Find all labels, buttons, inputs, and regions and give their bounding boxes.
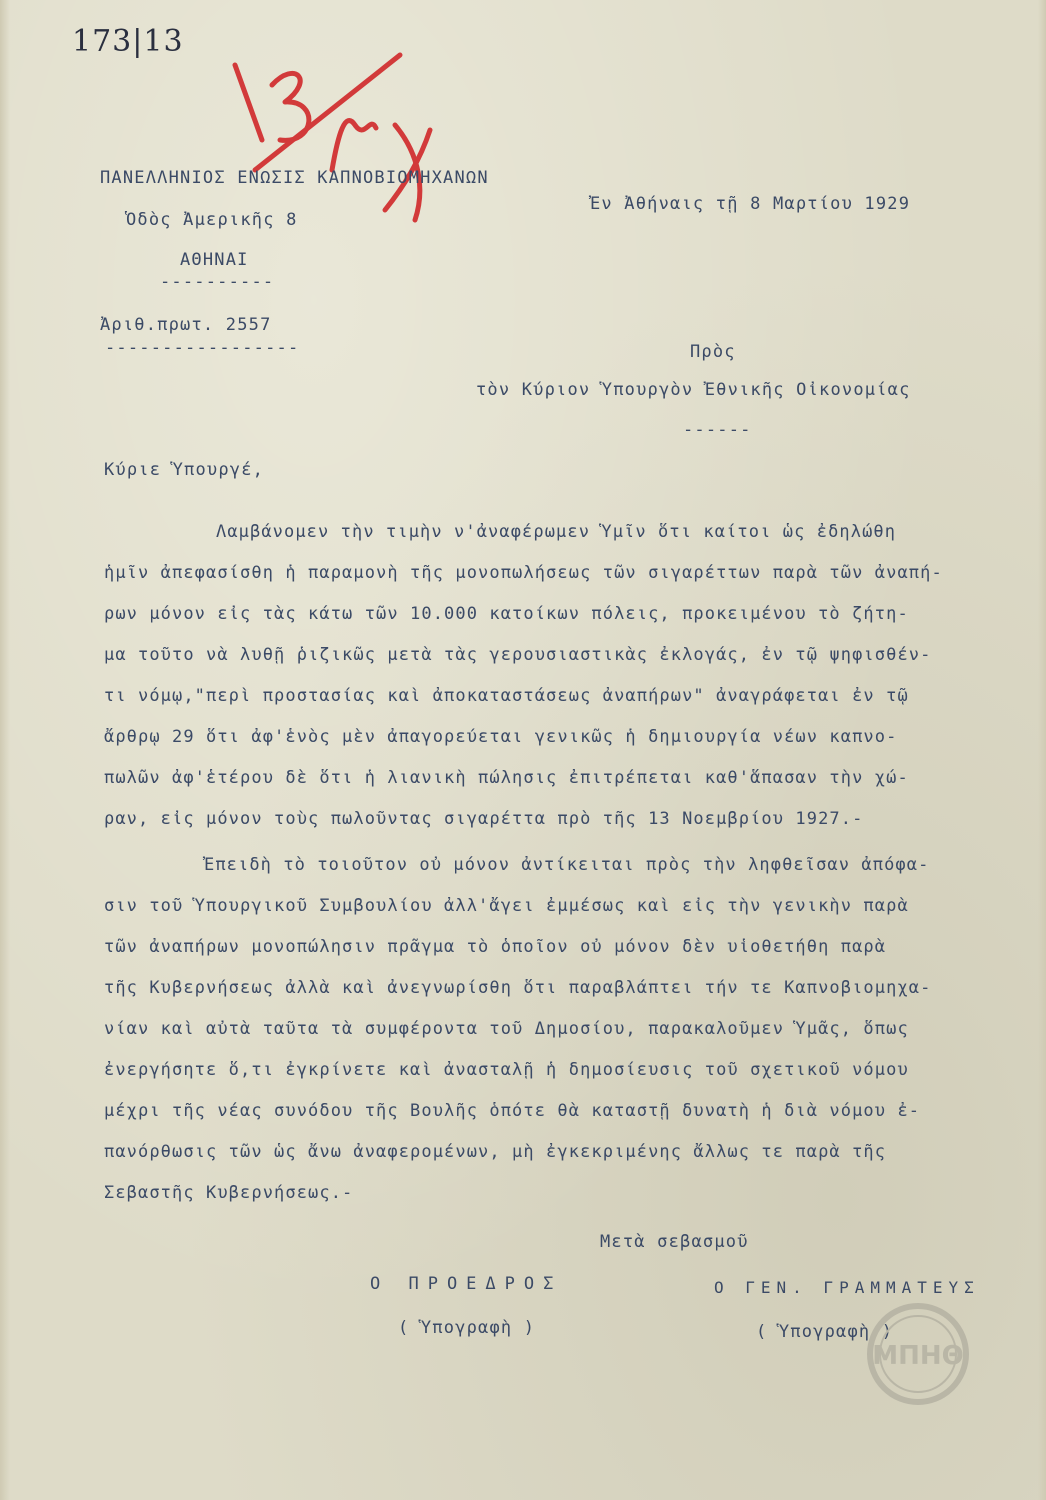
body-line: μα τοῦτο νὰ λυθῇ ῥιζικῶς μετὰ τὰς γερουσιαστικὰς ἐκλογάς, ἐν τῷ ψηφισθέν- [104, 645, 932, 665]
salutation: Κύριε Ὑπουργέ, [104, 460, 265, 480]
paper-edge-left [0, 0, 10, 1500]
archive-stamp-icon [866, 1302, 970, 1406]
letterhead-divider: ---------- [160, 272, 275, 292]
protocol-divider: ----------------- [105, 338, 300, 358]
body-line: Σεβαστῆς Κυβερνήσεως.- [104, 1183, 354, 1203]
folio-number: 173|13 [72, 24, 184, 59]
stamp-text: ΜΠΗΘ [872, 1341, 964, 1371]
body-line: ρων μόνον εἰς τὰς κάτω τῶν 10.000 κατοίκων πόλεις, προκειμένου τὸ ζήτη- [104, 604, 909, 624]
city: ΑΘΗΝΑΙ [180, 250, 249, 270]
body-line: ἐνεργήσητε ὅ,τι ἐγκρίνετε καὶ ἀνασταλῇ ἡ δημοσίευσις τοῦ σχετικοῦ νόμου [104, 1060, 909, 1080]
closing: Μετὰ σεβασμοῦ [600, 1232, 749, 1252]
body-line: ἄρθρῳ 29 ὅτι ἀφ'ἑνὸς μὲν ἀπαγορεύεται γενικῶς ἡ δημιουργία νέων καπνο- [104, 727, 898, 747]
body-line: Ἐπειδὴ τὸ τοιοῦτον οὐ μόνον ἀντίκειται πρὸς τὴν ληφθεῖσαν ἀπόφα- [204, 855, 930, 875]
body-line: τῶν ἀναπήρων μονοπώλησιν πρᾶγμα τὸ ὁποῖον οὐ μόνον δὲν υἱοθετήθη παρὰ [104, 937, 887, 957]
body-line: πανόρθωσις τῶν ὡς ἄνω ἀναφερομένων, μὴ ἐγκεκριμένης ἄλλως τε παρὰ τῆς [104, 1142, 887, 1162]
secretary-title: Ο ΓΕΝ. ΓΡΑΜΜΑΤΕΥΣ [714, 1278, 980, 1297]
dateline: Ἐν Ἀθήναις τῇ 8 Μαρτίου 1929 [590, 194, 911, 214]
body-line: ἡμῖν ἀπεφασίσθη ἡ παραμονὴ τῆς μονοπωλήσεως τῶν σιγαρέττων παρὰ τῶν ἀναπή- [104, 563, 943, 583]
body-line: σιν τοῦ Ὑπουργικοῦ Συμβουλίου ἀλλ'ἄγει ἐμμέσως καὶ εἰς τὴν γενικὴν παρὰ [104, 896, 909, 916]
president-title: Ο ΠΡΟΕΔΡΟΣ [370, 1274, 563, 1294]
body-line: Λαμβάνομεν τὴν τιμὴν ν'ἀναφέρωμεν Ὑμῖν ὅτι καίτοι ὡς ἐδηλώθη [216, 522, 897, 542]
secretary-signature: ( Ὑπογραφὴ ) [756, 1322, 894, 1342]
body-line: τῆς Κυβερνήσεως ἀλλὰ καὶ ἀνεγνωρίσθη ὅτι παραβλάπτει τήν τε Καπνοβιομηχα- [104, 978, 932, 998]
street-address: Ὁδὸς Ἀμερικῆς 8 [126, 210, 298, 230]
recipient-to: Πρὸς [690, 342, 736, 362]
paper-edge-right [1038, 0, 1046, 1500]
recipient-name: τὸν Κύριον Ὑπουργὸν Ἐθνικῆς Οἰκονομίας [476, 380, 911, 400]
organization-name: ΠΑΝΕΛΛΗΝΙΟΣ ΕΝΩΣΙΣ ΚΑΠΝΟΒΙΟΜΗΧΑΝΩΝ [100, 168, 489, 188]
body-line: τι νόμῳ,"περὶ προστασίας καὶ ἀποκαταστάσεως ἀναπήρων" ἀναγράφεται ἐν τῷ [104, 686, 909, 706]
body-line: μέχρι τῆς νέας συνόδου τῆς Βουλῆς ὁπότε θὰ καταστῇ δυνατὴ ἡ διὰ νόμου ἐ- [104, 1101, 921, 1121]
body-line: ραν, εἰς μόνον τοὺς πωλοῦντας σιγαρέττα πρὸ τῆς 13 Νοεμβρίου 1927.- [104, 809, 864, 829]
body-line: νίαν καὶ αὐτὰ ταῦτα τὰ συμφέροντα τοῦ Δημοσίου, παρακαλοῦμεν Ὑμᾶς, ὅπως [104, 1019, 909, 1039]
protocol-number: Ἀριθ.πρωτ. 2557 [100, 315, 272, 335]
body-line: πωλῶν ἀφ'ἑτέρου δὲ ὅτι ἡ λιανικὴ πώλησις ἐπιτρέπεται καθ'ἅπασαν τὴν χώ- [104, 768, 909, 788]
president-signature: ( Ὑπογραφὴ ) [398, 1318, 536, 1338]
recipient-divider: ------ [683, 420, 752, 440]
